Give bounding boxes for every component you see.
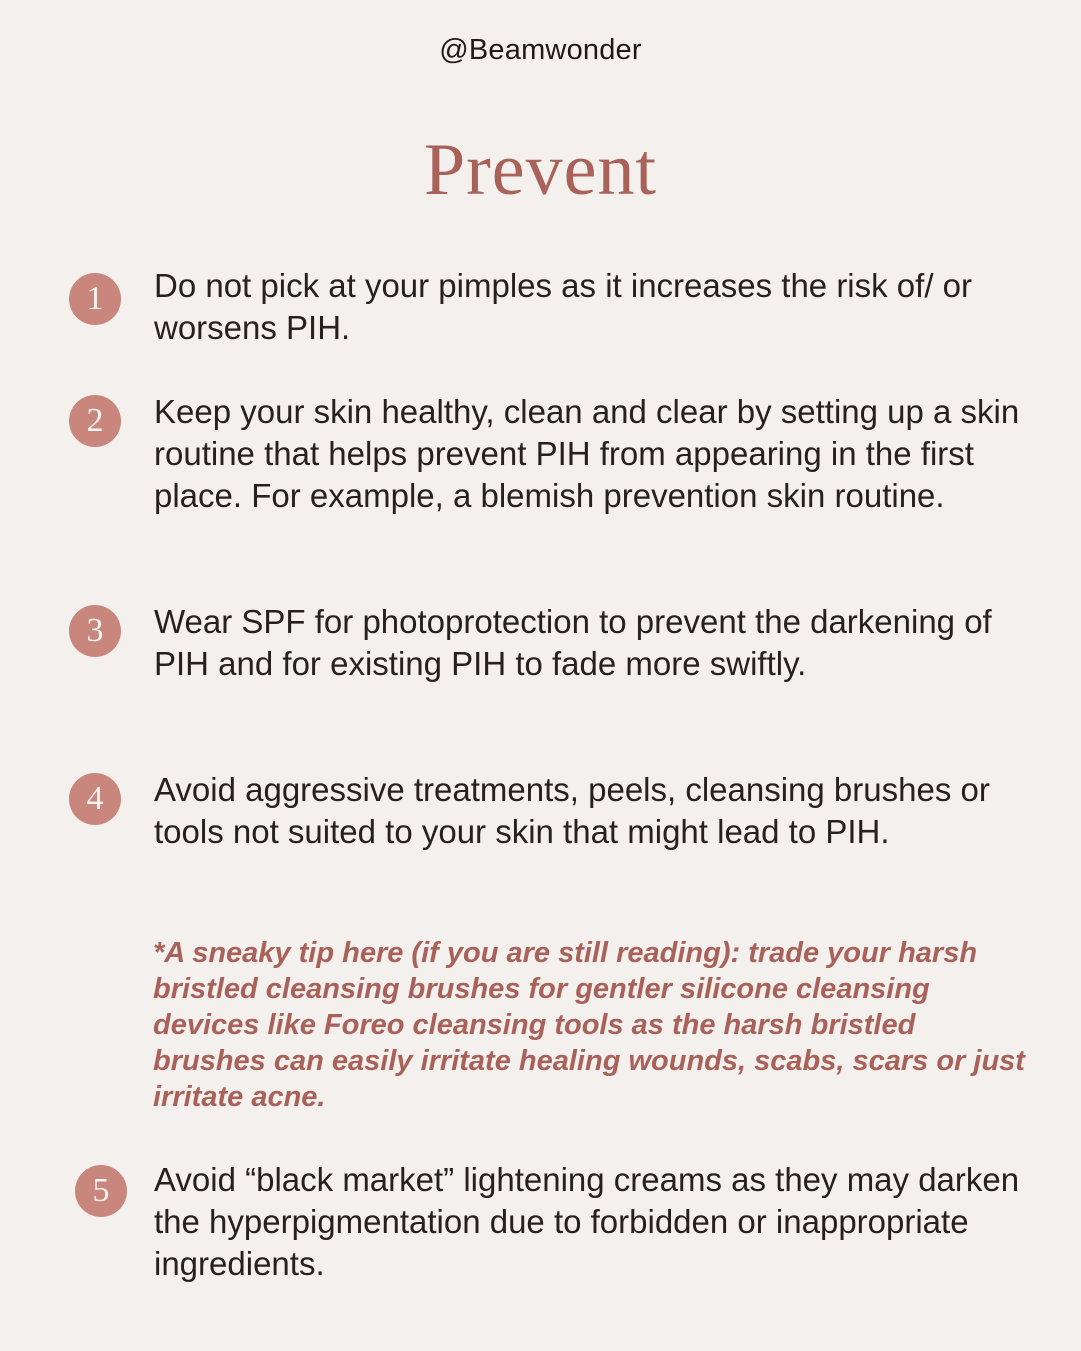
- step-number-badge-3: 3: [69, 605, 121, 657]
- account-handle: @Beamwonder: [439, 34, 642, 66]
- sneaky-tip-note: *A sneaky tip here (if you are still reading): trade your harsh bristled cleansing brushes for gentler silicone cleansing devices like Foreo cleansing tools as the harsh bristled brushes can easily irritate healing wounds, scabs, scars or just irritate acne.: [153, 937, 1025, 1113]
- list-item-3: Wear SPF for photoprotection to prevent the darkening of PIH and for existing PIH to fade more swiftly.: [154, 603, 992, 682]
- page-title: Prevent: [423, 129, 658, 211]
- step-number-badge-4: 4: [69, 773, 121, 825]
- step-number-badge-2: 2: [69, 395, 121, 447]
- step-number-badge-1: 1: [69, 273, 121, 325]
- step-number-badge-5: 5: [75, 1165, 127, 1217]
- list-item-1: Do not pick at your pimples as it increases the risk of/ or worsens PIH.: [154, 267, 973, 346]
- list-item-5: Avoid “black market” lightening creams as they may darken the hyperpigmentation due to forbidden or inappropriate ingredients.: [154, 1161, 1020, 1282]
- list-item-4: Avoid aggressive treatments, peels, cleansing brushes or tools not suited to your skin that might lead to PIH.: [154, 771, 990, 850]
- list-item-2: Keep your skin healthy, clean and clear by setting up a skin routine that helps prevent PIH from appearing in the first place. For example, a blemish prevention skin routine.: [154, 393, 1020, 514]
